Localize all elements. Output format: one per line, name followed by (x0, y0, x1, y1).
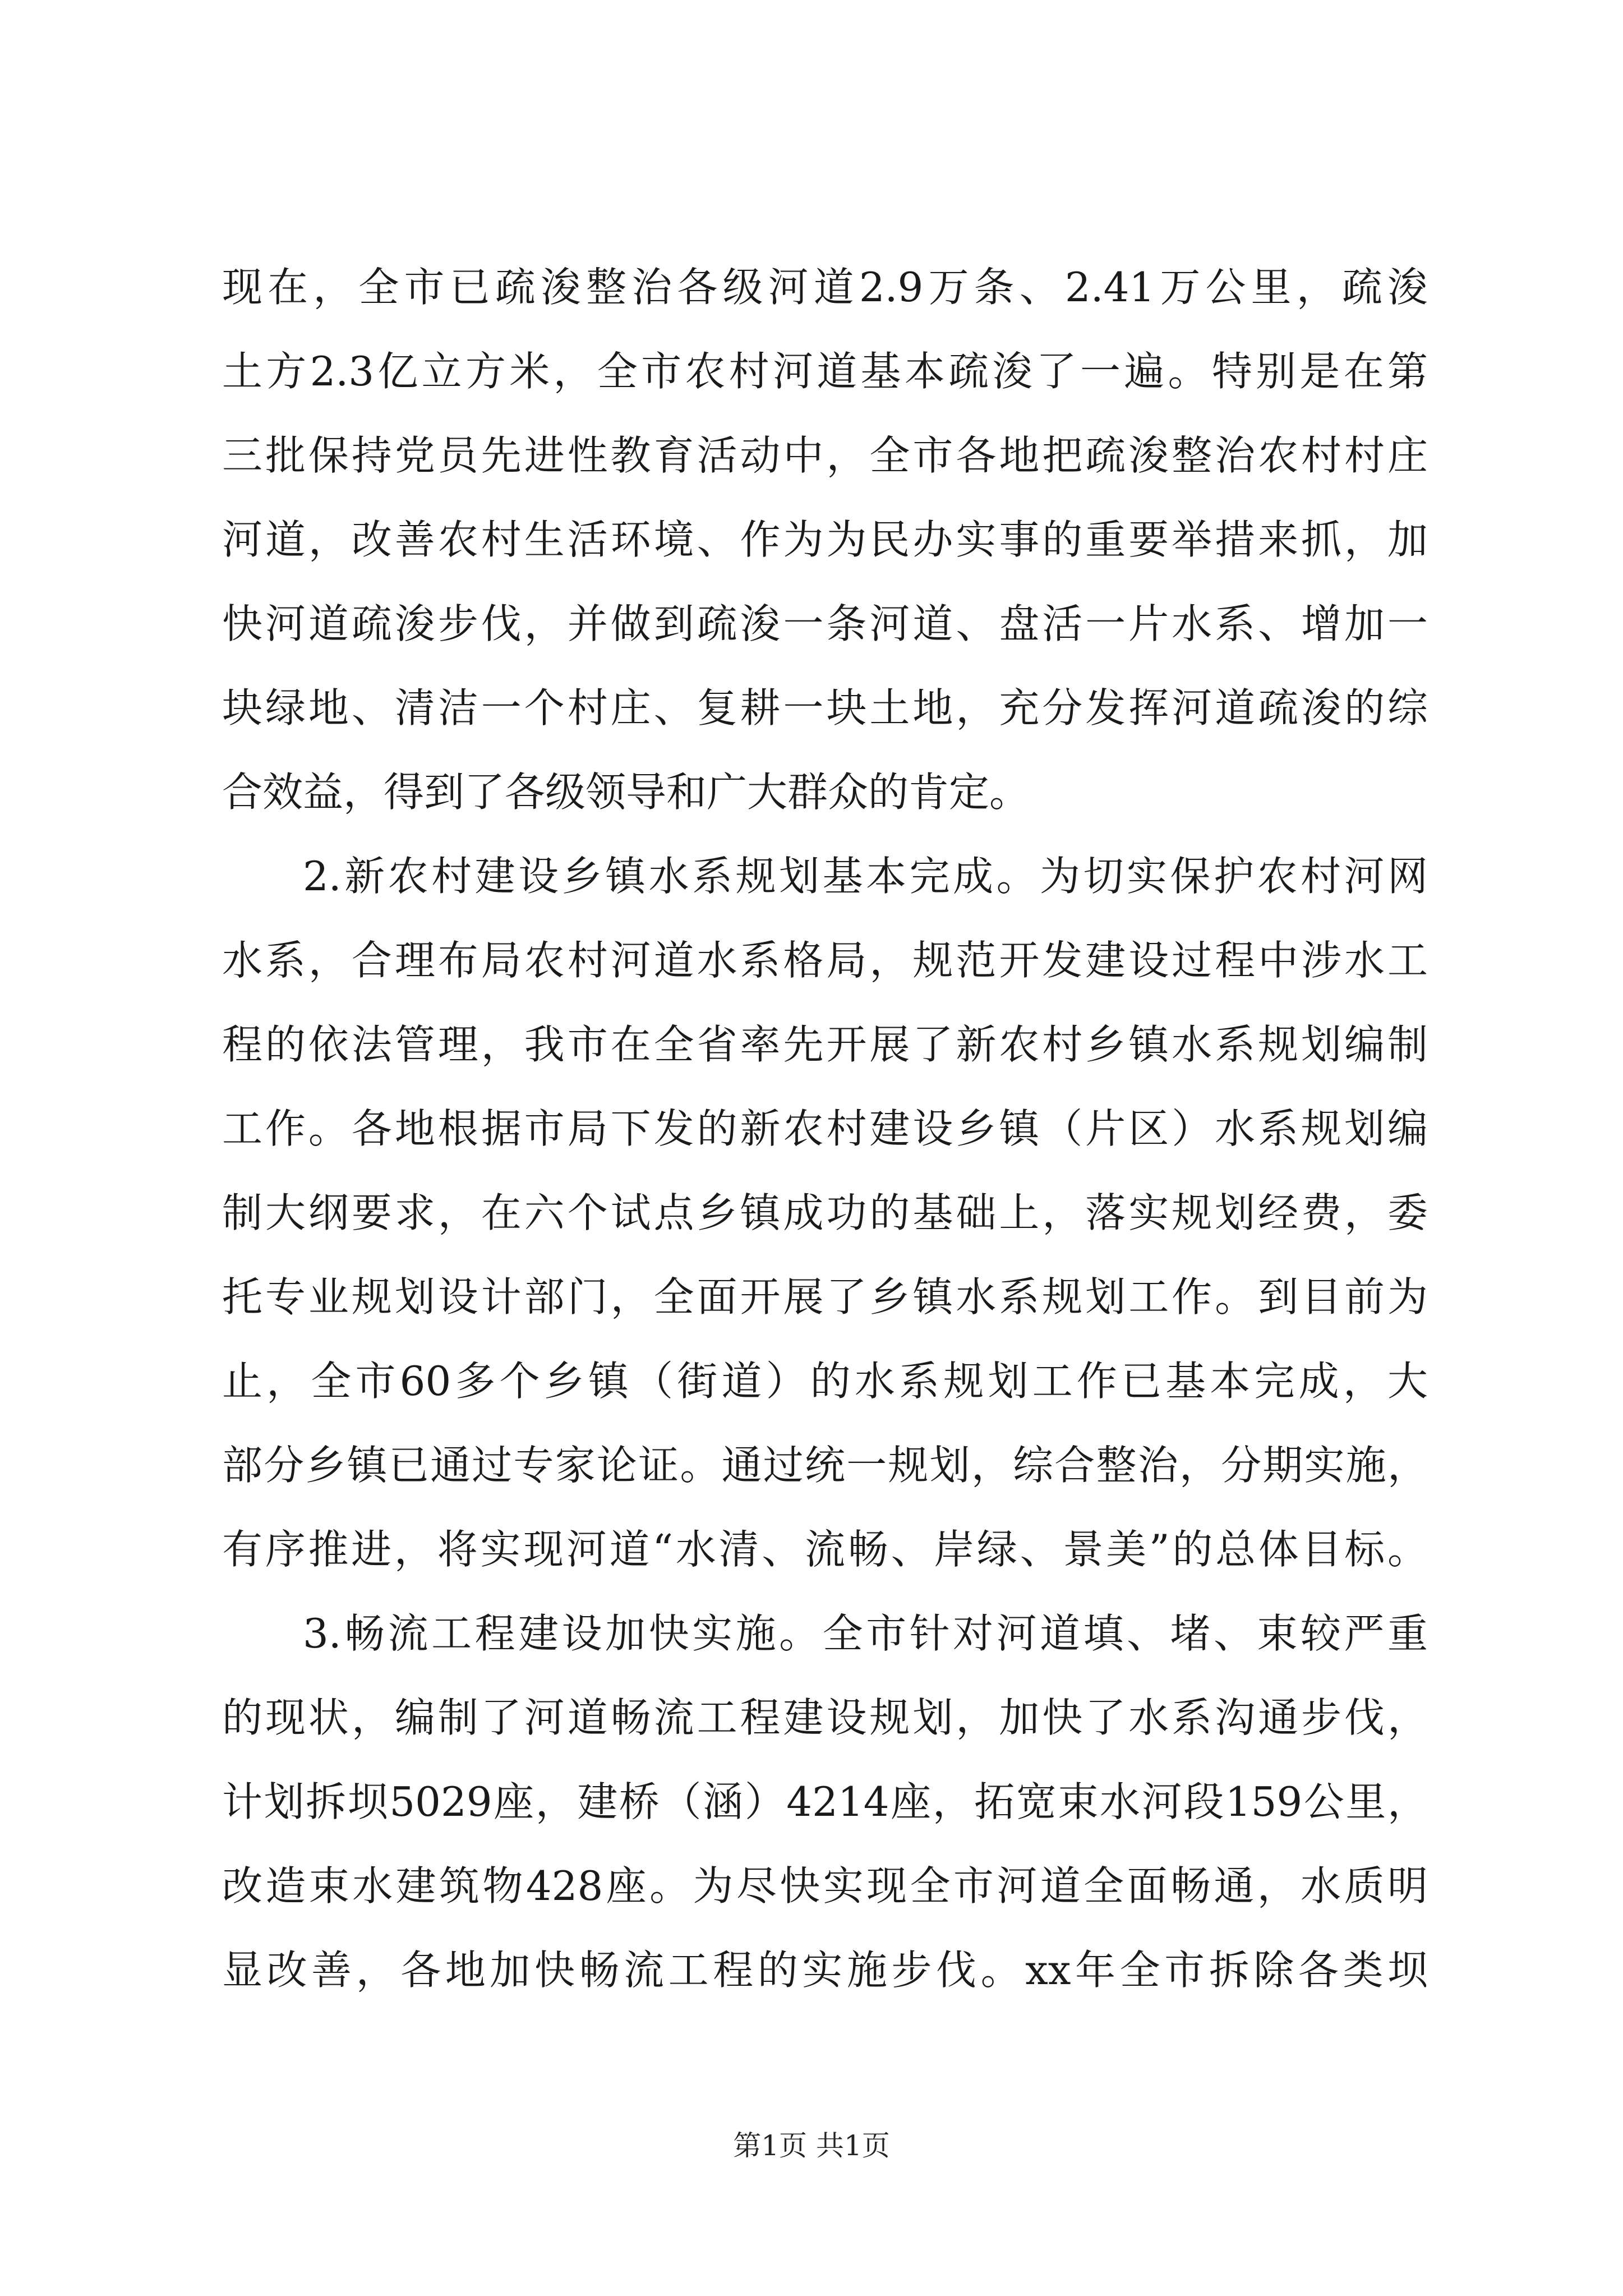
text-line: 块绿地、清洁一个村庄、复耕一块土地，充分发挥河道疏浚的综 (222, 684, 1428, 731)
text-line: 改造束水建筑物428座。为尽快实现全市河道全面畅通，水质明 (222, 1862, 1428, 1910)
paragraph-first-line: 3.畅流工程建设加快实施。全市针对河道填、堵、束较严重 (303, 1610, 1428, 1657)
text-line: 部分乡镇已通过专家论证。通过统一规划，综合整治，分期实施， (222, 1442, 1428, 1489)
text-line: 快河道疏浚步伐，并做到疏浚一条河道、盘活一片水系、增加一 (222, 600, 1428, 647)
page-footer: 第1页 共1页 (733, 2129, 890, 2162)
text-line: 计划拆坝5029座，建桥（涵）4214座，拓宽束水河段159公里， (222, 1778, 1428, 1825)
text-line: 有序推进，将实现河道“水清、流畅、岸绿、景美”的总体目标。 (222, 1526, 1428, 1573)
text-line: 河道，改善农村生活环境、作为为民办实事的重要举措来抓，加 (222, 516, 1428, 563)
text-line: 水系，合理布局农村河道水系格局，规范开发建设过程中涉水工 (222, 937, 1428, 984)
text-line: 现在，全市已疏浚整治各级河道2.9万条、2.41万公里，疏浚 (222, 264, 1428, 311)
paragraph-first-line: 2.新农村建设乡镇水系规划基本完成。为切实保护农村河网 (303, 853, 1428, 900)
text-line: 合效益，得到了各级领导和广大群众的肯定。 (222, 769, 1030, 816)
text-line: 的现状，编制了河道畅流工程建设规划，加快了水系沟通步伐， (222, 1694, 1428, 1741)
text-line: 程的依法管理，我市在全省率先开展了新农村乡镇水系规划编制 (222, 1021, 1428, 1068)
text-line: 土方2.3亿立方米，全市农村河道基本疏浚了一遍。特别是在第 (222, 348, 1428, 395)
text-line: 止，全市60多个乡镇（街道）的水系规划工作已基本完成，大 (222, 1358, 1428, 1405)
text-line: 工作。各地根据市局下发的新农村建设乡镇（片区）水系规划编 (222, 1105, 1428, 1152)
text-line: 三批保持党员先进性教育活动中，全市各地把疏浚整治农村村庄 (222, 432, 1428, 479)
text-line: 托专业规划设计部门，全面开展了乡镇水系规划工作。到目前为 (222, 1273, 1428, 1320)
text-line: 显改善，各地加快畅流工程的实施步伐。xx年全市拆除各类坝 (222, 1947, 1428, 1994)
text-line: 制大纲要求，在六个试点乡镇成功的基础上，落实规划经费，委 (222, 1189, 1428, 1236)
document-body (222, 263, 1428, 2030)
